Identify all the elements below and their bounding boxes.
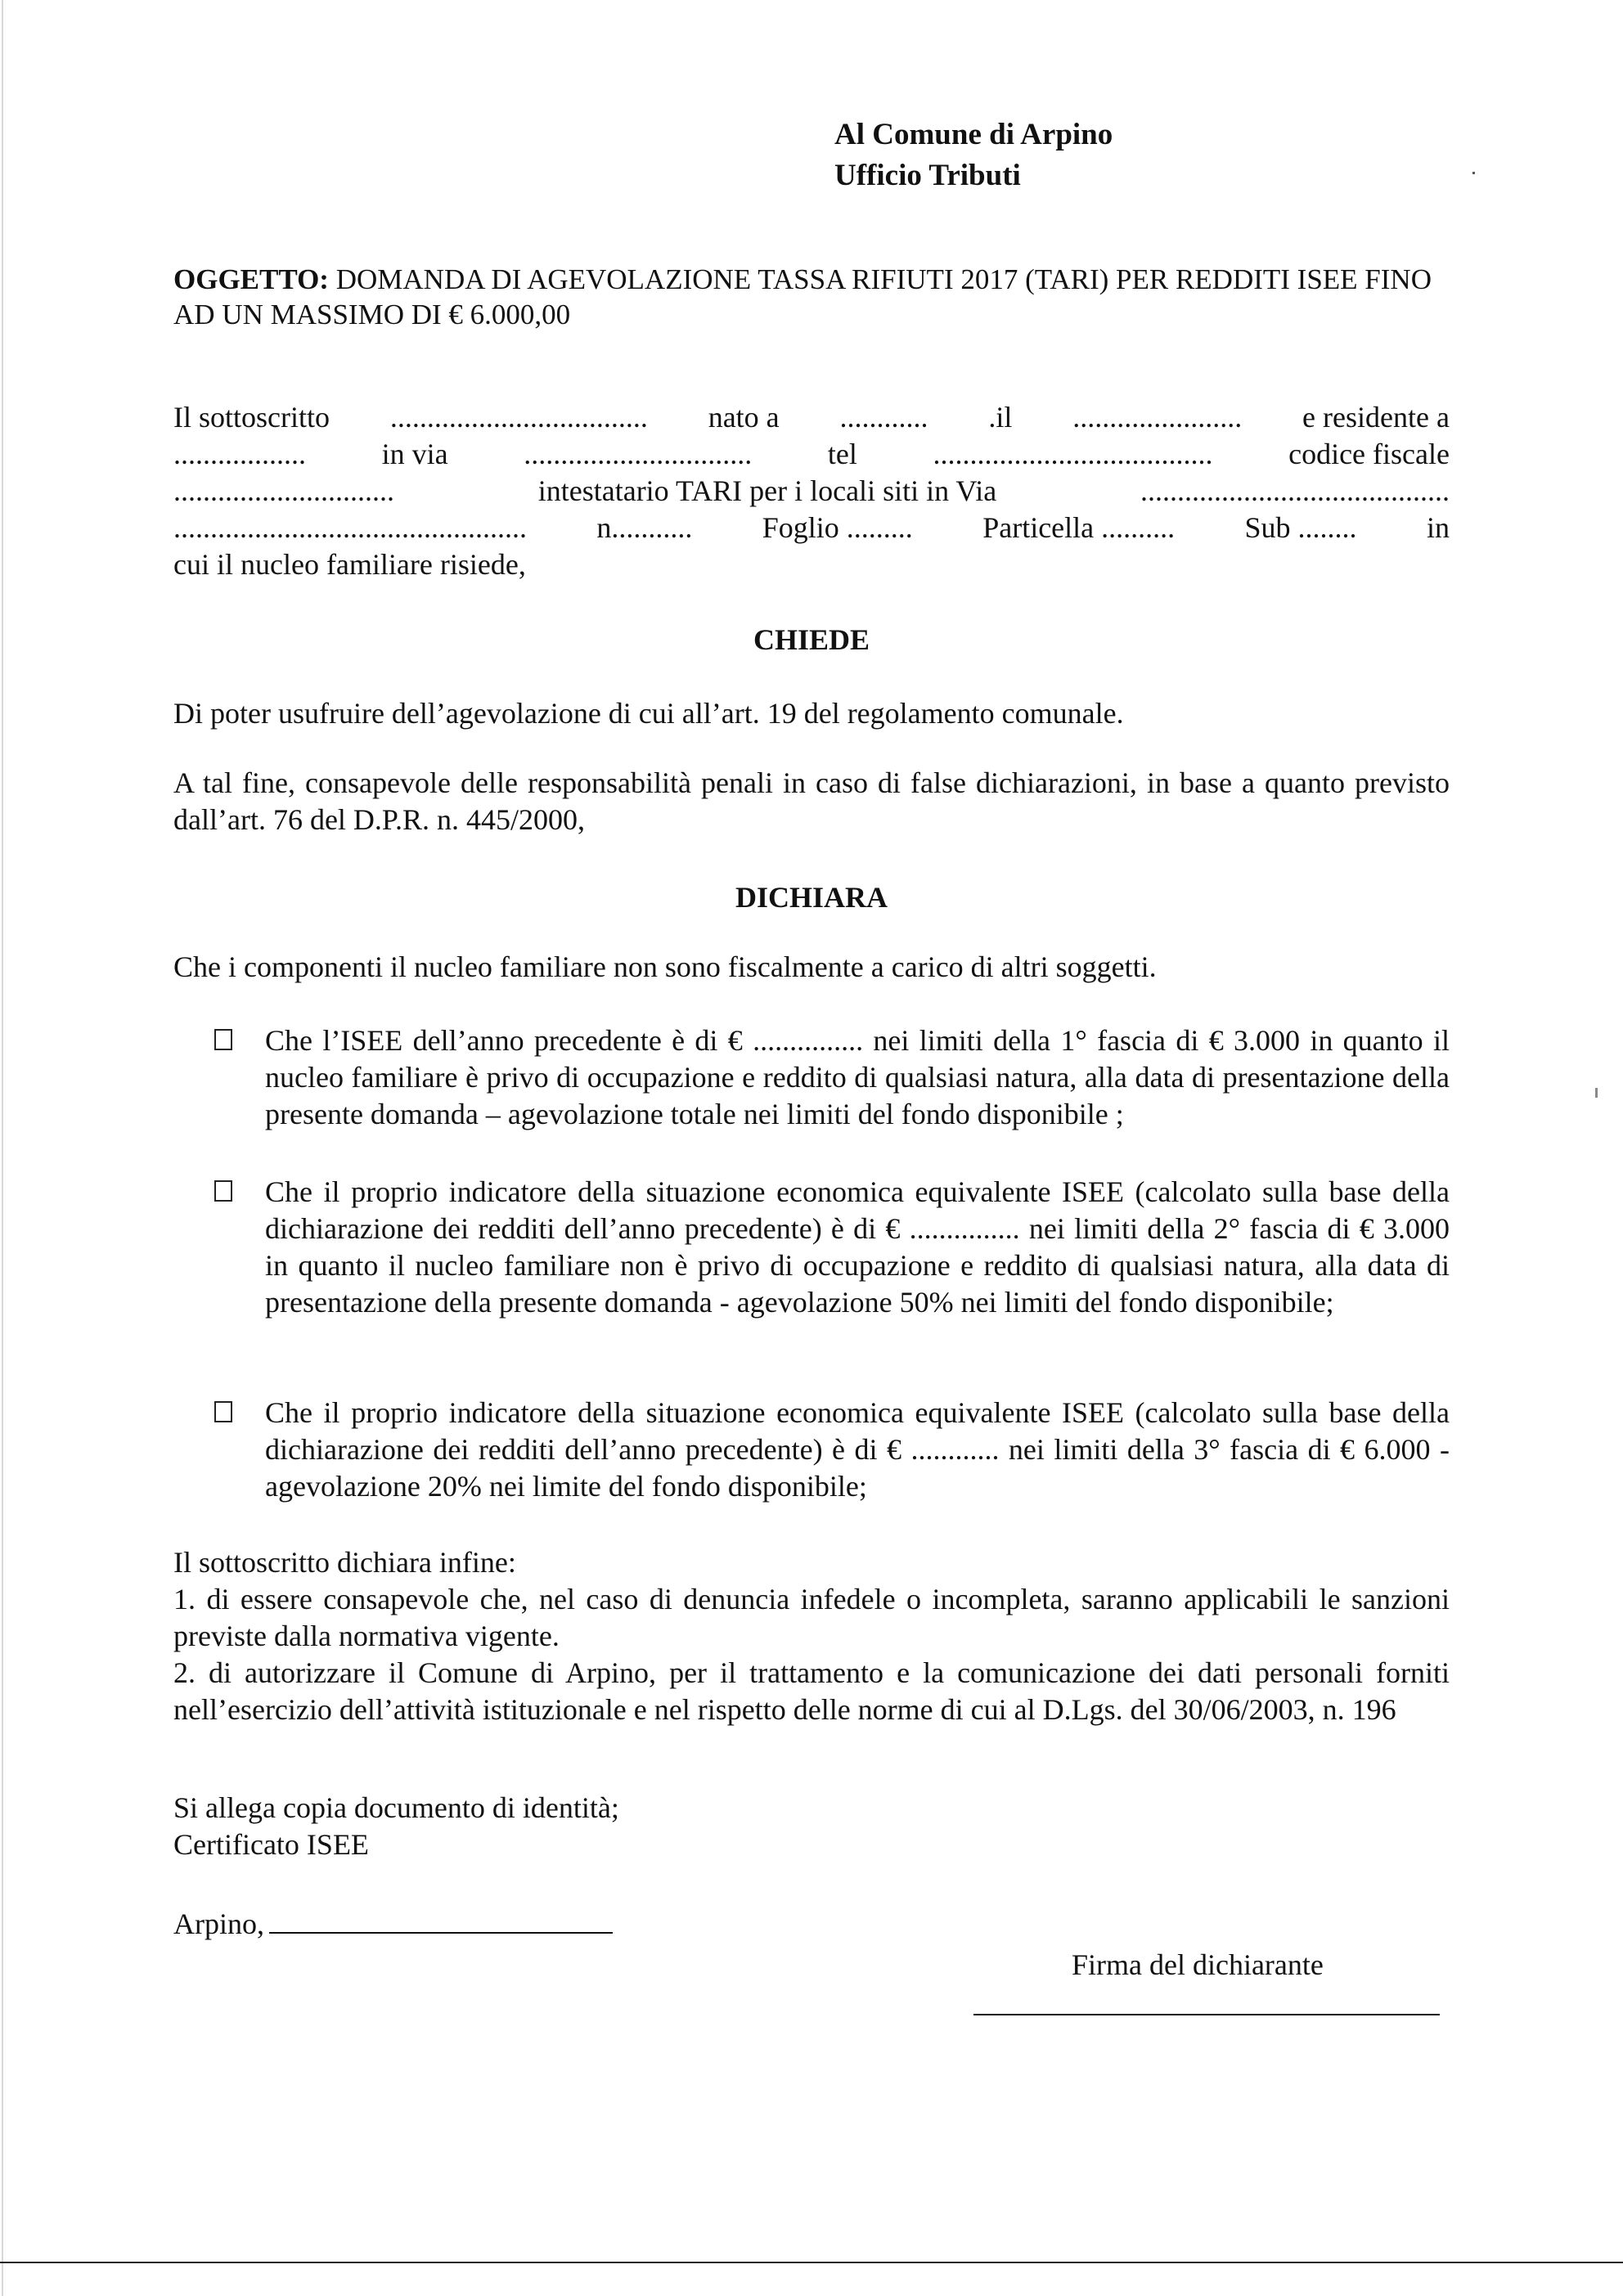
recipient-block [834, 115, 1113, 196]
phone-field[interactable]: ...................................... [933, 438, 1213, 470]
label-intestatario: intestatario TARI per i locali siti in Via [537, 474, 997, 507]
option-fascia-3-text: Che il proprio indicatore della situazione economica equivalente ISEE (calcolato sulla base della dichiarazione dei redditi dell’anno precedente) è di € ............ nei limiti della 3° fascia di € 6.000 - agevolazione 20% nei limite del fondo disponibile; [265, 1396, 1450, 1503]
attachments [173, 1790, 619, 1863]
label-il: .il [988, 401, 1013, 434]
option-fascia-1 [214, 1022, 1450, 1133]
final-item-1: 1. di essere consapevole che, nel caso di denuncia infedele o incompleta, saranno applicabili le sanzioni previste dalla normativa vigente. [173, 1583, 1450, 1652]
label-in: in [1426, 511, 1450, 544]
subject-block [173, 262, 1450, 332]
house-number-field[interactable]: n........... [596, 511, 693, 544]
household-text: Che i componenti il nucleo familiare non sono fiscalmente a carico di altri soggetti. [173, 950, 1157, 983]
option-fascia-2 [214, 1174, 1450, 1321]
attachment-2: Certificato ISEE [173, 1828, 369, 1861]
subject-text: DOMANDA DI AGEVOLAZIONE TASSA RIFIUTI 2017 (TARI) PER REDDITI ISEE FINO AD UN MASSIMO DI € 6.000,00 [173, 263, 1432, 330]
tax-code-field[interactable]: .............................. [173, 474, 394, 507]
date-field[interactable] [269, 1932, 613, 1934]
final-item-2: 2. di autorizzare il Comune di Arpino, per il trattamento e la comunicazione dei dati personali forniti nell’esercizio dell’attività istituzionale e nel rispetto delle norme di cui al D.Lgs. del 30/06/2003, n. 196 [173, 1656, 1450, 1726]
residence-city-field[interactable]: .................. [173, 438, 306, 470]
label-sottoscritto: Il sottoscritto [173, 401, 330, 434]
label-codice-fiscale: codice fiscale [1288, 438, 1450, 470]
place-date [173, 1906, 613, 1943]
sub-field[interactable]: Sub ........ [1244, 511, 1357, 544]
signature-field[interactable] [973, 2014, 1440, 2015]
label-tel: tel [827, 438, 857, 470]
declarant-line-3 [173, 473, 1450, 510]
name-field[interactable]: ................................... [389, 401, 648, 434]
attachment-1: Si allega copia documento di identità; [173, 1791, 619, 1824]
declarant-line-5: cui il nucleo familiare risiede, [173, 548, 526, 581]
signature-label: Firma del dichiarante [1072, 1948, 1324, 1981]
premises-street-continued-field[interactable]: ................................................ [173, 511, 527, 544]
option-fascia-3 [214, 1395, 1450, 1505]
awareness-text: A tal fine, consapevole delle responsabilità penali in caso di false dichiarazioni, in base a quanto previsto dall’art. 76 del D.P.R. n. 445/2000, [173, 766, 1450, 836]
option-fascia-1-text: Che l’ISEE dell’anno precedente è di € ............... nei limiti della 1° fascia di € 3.000 in quanto il nucleo familiare è privo di occupazione e reddito di qualsiasi natura, alla data di presentazione della presente domanda – agevolazione totale nei limiti del fondo disponibile ; [265, 1024, 1450, 1130]
final-intro: Il sottoscritto dichiara infine: [173, 1546, 516, 1579]
declarant-fields [173, 399, 1450, 583]
place-label: Arpino, [173, 1907, 264, 1940]
checkbox-fascia-2[interactable] [214, 1180, 232, 1202]
declarant-line-1 [173, 399, 1450, 436]
final-declaration [173, 1544, 1450, 1728]
street-field[interactable]: ............................... [524, 438, 753, 470]
request-text: Di poter usufruire dell’agevolazione di cui all’art. 19 del regolamento comunale. [173, 697, 1124, 730]
particella-field[interactable]: Particella .......... [982, 511, 1176, 544]
declarant-line-4 [173, 510, 1450, 546]
subject-label: OGGETTO: [173, 263, 329, 295]
foglio-field[interactable]: Foglio ......... [762, 511, 913, 544]
label-nato-a: nato a [708, 401, 780, 434]
recipient-line-1: Al Comune di Arpino [834, 118, 1113, 151]
scan-speck [1595, 1088, 1598, 1098]
heading-dichiara: DICHIARA [735, 881, 888, 914]
scan-speck [1472, 172, 1475, 174]
premises-street-field[interactable]: .......................................... [1140, 474, 1450, 507]
declarant-line-2 [173, 436, 1450, 473]
birthplace-field[interactable]: ............ [839, 401, 928, 434]
checkbox-fascia-3[interactable] [214, 1401, 232, 1422]
label-in-via: in via [381, 438, 448, 470]
scan-edge [2, 0, 3, 2296]
birthdate-field[interactable]: ....................... [1072, 401, 1243, 434]
option-fascia-2-text: Che il proprio indicatore della situazione economica equivalente ISEE (calcolato sulla base della dichiarazione dei redditi dell’anno precedente) è di € ............... nei limiti della 2° fascia di € 3.000 in quanto il nucleo familiare non è privo di occupazione e reddito di qualsiasi natura, alla data di presentazione della presente domanda - agevolazione 50% nei limiti del fondo disponibile; [265, 1175, 1450, 1319]
recipient-line-2: Ufficio Tributi [834, 159, 1021, 192]
page-bottom-rule [0, 2262, 1623, 2263]
label-residente: e residente a [1302, 401, 1450, 434]
heading-chiede: CHIEDE [753, 623, 870, 656]
checkbox-fascia-1[interactable] [214, 1029, 232, 1050]
